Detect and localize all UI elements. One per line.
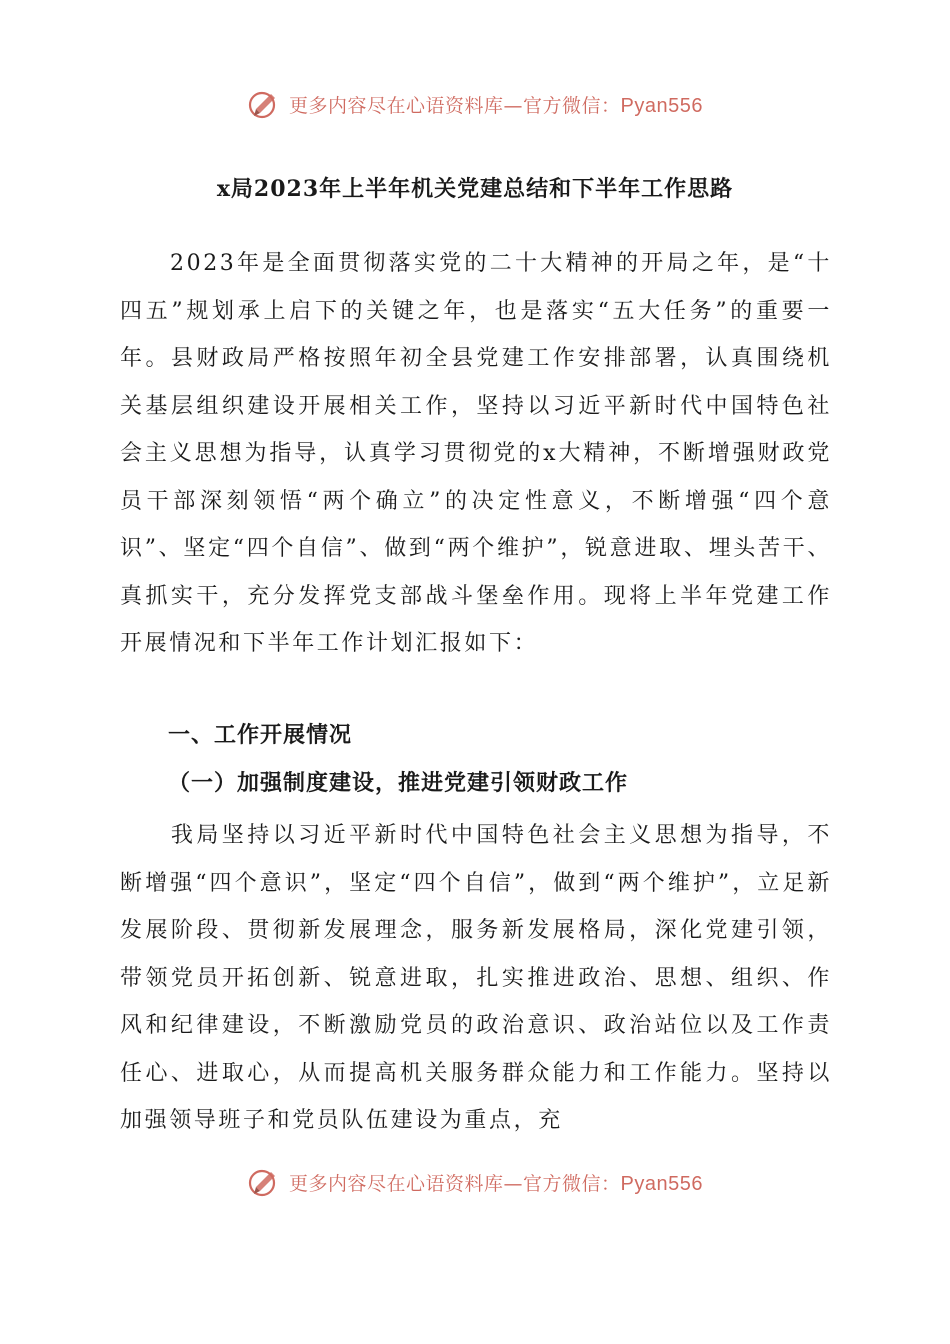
pen-seal-icon	[247, 1165, 281, 1199]
body-paragraph-2-text: 我局坚持以习近平新时代中国特色社会主义思想为指导，不断增强“四个意识”，坚定“四个自信”，做到“两个维护”，立足新发展阶段、贯彻新发展理念，服务新发展格局，深化党建引领，带领党员开拓创新、锐意进取，扎实推进政治、思想、组织、作风和纪律建设，不断激励党员的政治意识、政治站位以及工作责任心、进取心，从而提高机关服务群众能力和工作能力。坚持以加强领导班子和党员队伍建设为重点，充	[120, 823, 832, 1133]
watermark-banner-top	[0, 84, 950, 124]
watermark-text: 更多内容尽在心语资料库—官方微信：Pyan556	[289, 1172, 703, 1195]
intro-paragraph	[120, 240, 832, 668]
wechat-id: Pyan556	[620, 94, 703, 117]
watermark-text: 更多内容尽在心语资料库—官方微信：Pyan556	[289, 94, 703, 117]
watermark-banner-bottom	[0, 1162, 950, 1202]
wechat-id: Pyan556	[620, 1172, 703, 1195]
document-title: x局2023年上半年机关党建总结和下半年工作思路	[216, 176, 734, 202]
body-paragraph-2	[120, 812, 832, 1145]
pen-seal-icon	[247, 87, 281, 121]
intro-paragraph-text: 2023年是全面贯彻落实党的二十大精神的开局之年，是“十四五”规划承上启下的关键之年，也是落实“五大任务”的重要一年。县财政局严格按照年初全县党建工作安排部署，认真围绕机关基层组织建设开展相关工作，坚持以习近平新时代中国特色社会主义思想为指导，认真学习贯彻党的x大精神，不断增强财政党员干部深刻领悟“两个确立”的决定性意义，不断增强“四个意识”、坚定“四个自信”、做到“两个维护”，锐意进取、埋头苦干、真抓实干，充分发挥党支部战斗堡垒作用。现将上半年党建工作开展情况和下半年工作计划汇报如下：	[120, 251, 832, 656]
section-heading-1: 一、工作开展情况	[168, 722, 353, 748]
subsection-heading-1: （一）加强制度建设，推进党建引领财政工作	[168, 770, 629, 796]
